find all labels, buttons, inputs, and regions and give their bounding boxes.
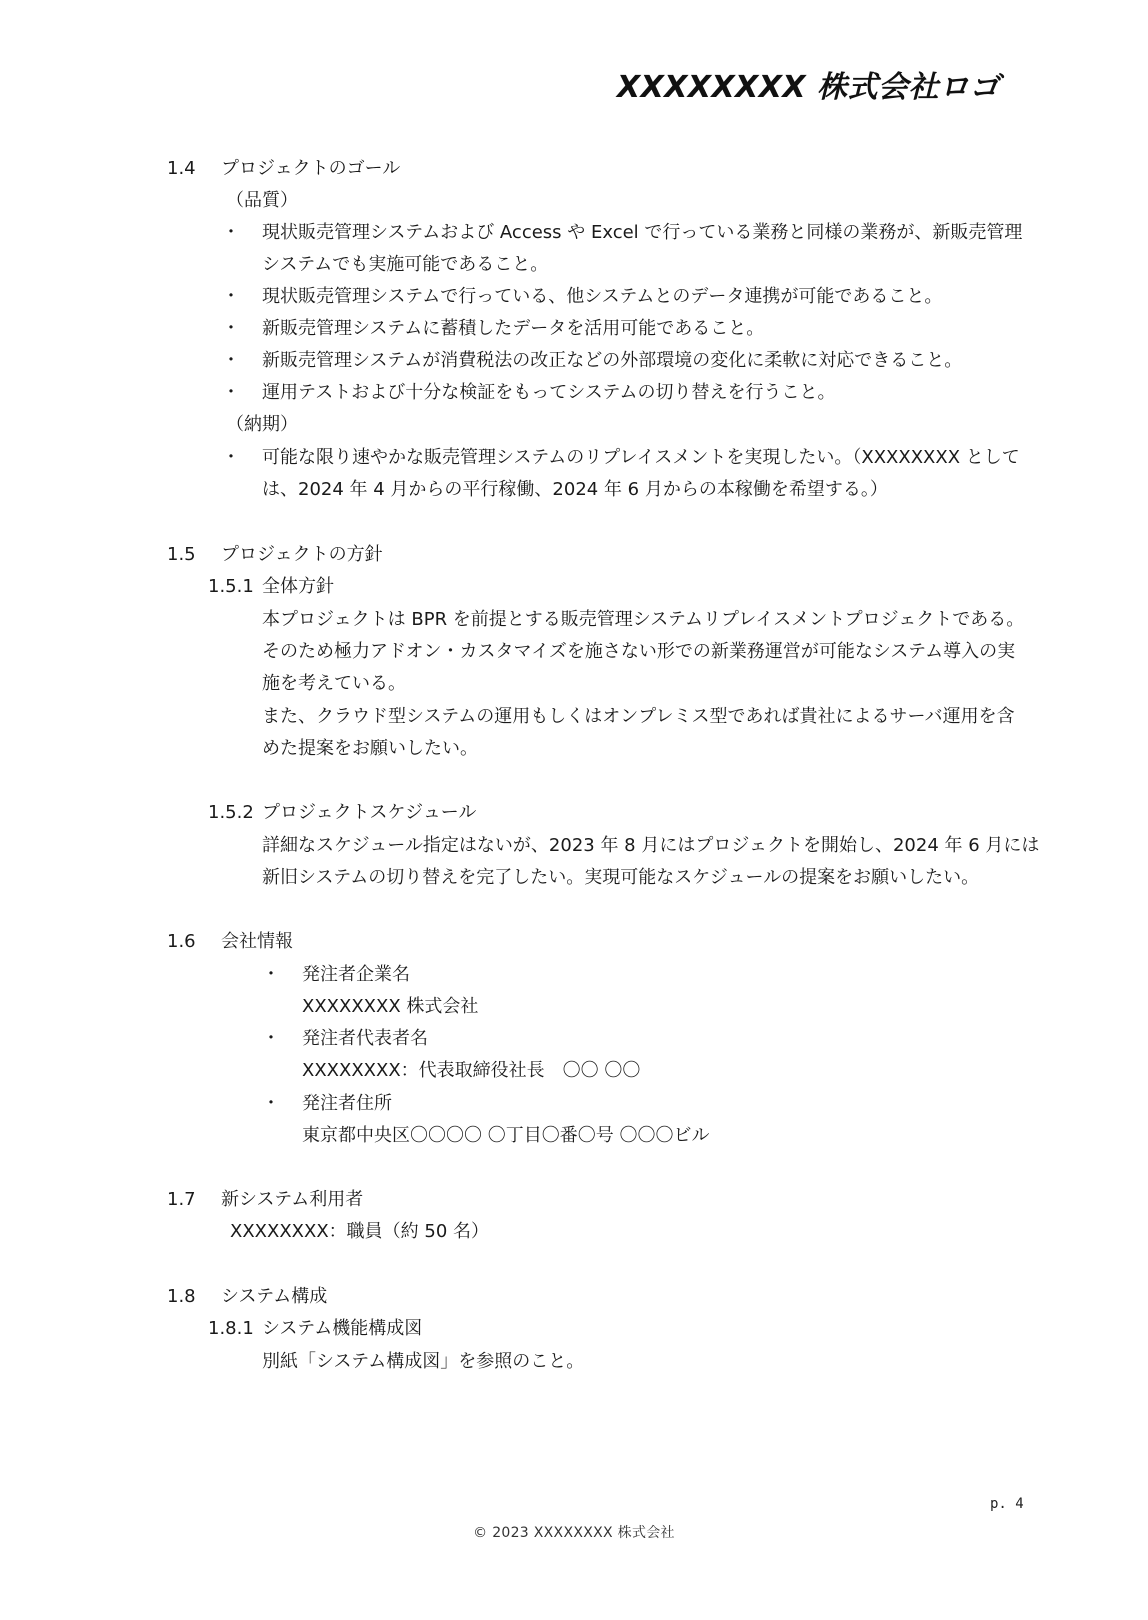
- company-info-value: 東京都中央区〇〇〇〇 〇丁目〇番〇号 〇〇〇ビル: [302, 1125, 710, 1146]
- company-info-label: 発注者代表者名: [302, 1028, 428, 1049]
- company-info-value: XXXXXXXX：代表取締役社長 〇〇 〇〇: [302, 1060, 641, 1081]
- list-item-continuation: システムでも実施可能であること。: [262, 254, 549, 275]
- list-item-text: 運用テストおよび十分な検証をもってシステムの切り替えを行うこと。: [262, 382, 836, 403]
- section-number: 1.8: [167, 1286, 196, 1307]
- paragraph-line: 詳細なスケジュール指定はないが、2023 年 8 月にはプロジェクトを開始し、2024 年 6 月には: [262, 835, 1040, 856]
- subsection-number: 1.5.2: [208, 802, 254, 823]
- paragraph-line: 新旧システムの切り替えを完了したい。実現可能なスケジュールの提案をお願いしたい。: [262, 867, 980, 888]
- bullet-mark: ・: [222, 286, 240, 307]
- section-title: 会社情報: [221, 931, 293, 952]
- bullet-mark: ・: [262, 964, 280, 985]
- section-title: システム構成: [221, 1286, 328, 1307]
- section-number: 1.6: [167, 931, 196, 952]
- subsection-title: システム機能構成図: [262, 1318, 423, 1339]
- company-info-label: 発注者企業名: [302, 964, 410, 985]
- quality-label: （品質）: [226, 190, 298, 211]
- subsection-number: 1.5.1: [208, 576, 254, 597]
- paragraph-line: また、クラウド型システムの運用もしくはオンプレミス型であれば貴社によるサーバ運用を含: [262, 706, 1015, 727]
- section-number: 1.7: [167, 1189, 196, 1210]
- system-users-text: XXXXXXXX：職員（約 50 名）: [230, 1221, 489, 1242]
- list-item-text: 新販売管理システムが消費税法の改正などの外部環境の変化に柔軟に対応できること。: [262, 350, 963, 371]
- section-title: 新システム利用者: [221, 1189, 364, 1210]
- list-item-continuation: は、2024 年 4 月からの平行稼働、2024 年 6 月からの本稼働を希望する。）: [262, 479, 888, 500]
- company-info-value: XXXXXXXX 株式会社: [302, 996, 479, 1017]
- section-number: 1.5: [167, 544, 196, 565]
- paragraph-line: 別紙「システム構成図」を参照のこと。: [262, 1351, 585, 1372]
- paragraph-line: めた提案をお願いしたい。: [262, 738, 478, 759]
- list-item-text: 現状販売管理システムで行っている、他システムとのデータ連携が可能であること。: [262, 286, 943, 307]
- subsection-title: プロジェクトスケジュール: [262, 802, 477, 823]
- copyright-footer: © 2023 XXXXXXXX 株式会社: [473, 1525, 675, 1541]
- bullet-mark: ・: [222, 382, 240, 403]
- section-title: プロジェクトの方針: [221, 544, 383, 565]
- paragraph-line: 施を考えている。: [262, 673, 406, 694]
- bullet-mark: ・: [222, 350, 240, 371]
- company-logo-text: XXXXXXXX 株式会社ロゴ: [617, 70, 1000, 105]
- bullet-mark: ・: [262, 1028, 280, 1049]
- bullet-mark: ・: [222, 222, 240, 243]
- subsection-title: 全体方針: [262, 576, 334, 597]
- list-item-text: 可能な限り速やかな販売管理システムのリプレイスメントを実現したい。（XXXXXXXX として: [262, 447, 1020, 468]
- paragraph-line: 本プロジェクトは BPR を前提とする販売管理システムリプレイスメントプロジェクトである。: [262, 609, 1025, 630]
- company-info-label: 発注者住所: [302, 1093, 392, 1114]
- deadline-label: （納期）: [226, 414, 298, 435]
- page-number: p. 4: [990, 1496, 1024, 1512]
- bullet-mark: ・: [262, 1093, 280, 1114]
- paragraph-line: そのため極力アドオン・カスタマイズを施さない形での新業務運営が可能なシステム導入の実: [262, 641, 1016, 662]
- list-item-text: 新販売管理システムに蓄積したデータを活用可能であること。: [262, 318, 765, 339]
- bullet-mark: ・: [222, 447, 240, 468]
- bullet-mark: ・: [222, 318, 240, 339]
- list-item-text: 現状販売管理システムおよび Access や Excel で行っている業務と同様の業務が、新販売管理: [262, 222, 1023, 243]
- subsection-number: 1.8.1: [208, 1318, 254, 1339]
- section-title: プロジェクトのゴール: [221, 158, 401, 179]
- section-number: 1.4: [167, 158, 196, 179]
